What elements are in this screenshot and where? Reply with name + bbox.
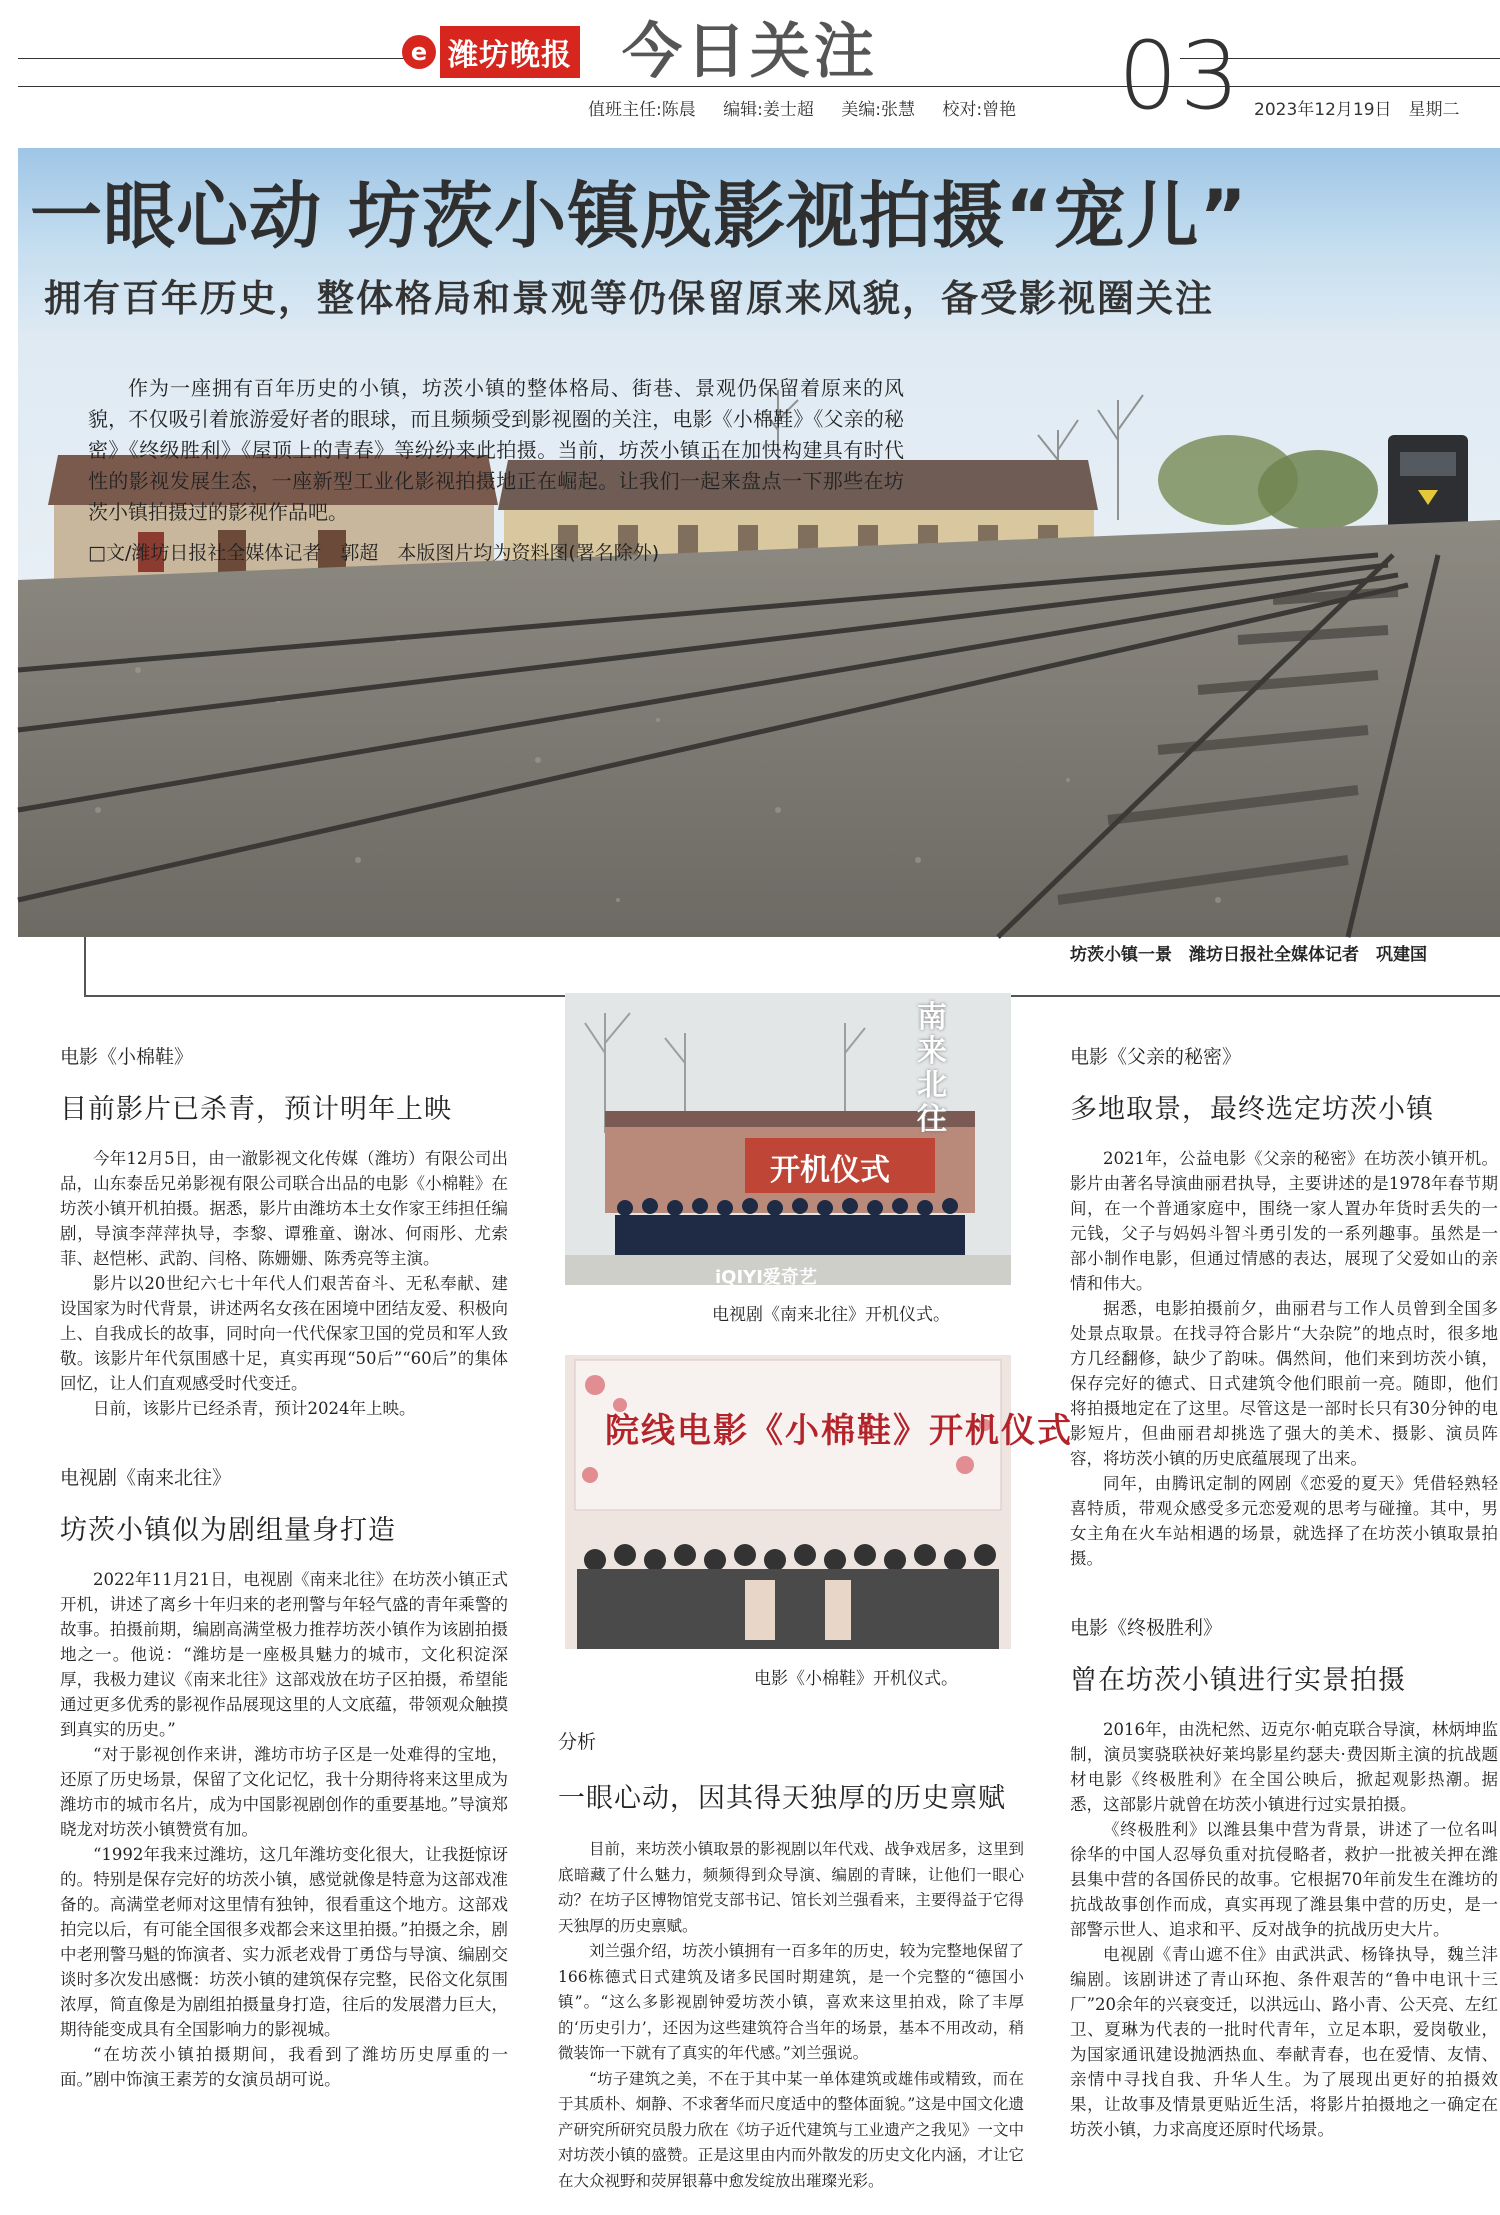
page-number: 03	[1118, 22, 1242, 131]
byline: □文/潍坊日报社全媒体记者 郭超 本版图片均为资料图(署名除外)	[88, 542, 660, 564]
hero-photo-caption: 坊茨小镇一景 潍坊日报社全媒体记者 巩建国	[1070, 945, 1427, 965]
newspaper-logo	[402, 22, 612, 82]
paragraph: 目前，来坊茨小镇取景的影视剧以年代戏、战争戏居多，这里到底暗藏了什么魅力，频频得到众导演、编剧的青睐，让他们一眼心动？在坊子区博物馆党支部书记、馆长刘兰强看来，主要得益于它得天独厚的历史禀赋。	[558, 1840, 1024, 1935]
ceremony-banner-text: 开机仪式	[770, 1153, 890, 1188]
paragraph: 电视剧《青山遮不住》由武洪武、杨锋执导，魏兰沣编剧。该剧讲述了青山环抱、条件艰苦的“鲁中电讯十三厂”20余年的兴衰变迁，以洪远山、路小青、公天亮、左红卫、夏琳为代表的一批时代青年，立足本职，爱岗敬业，为国家通讯建设抛洒热血、奉献青春，也在爱情、友情、亲情中寻找自我、升华人生。为了展现出更好的拍摄效果，让故事及情景更贴近生活，将影片拍摄地之一确定在坊茨小镇，力求高度还原时代场景。	[1070, 1945, 1498, 2139]
masthead	[0, 0, 1500, 140]
photo-xiaomianxie-ceremony	[565, 1355, 1073, 1649]
credit-proofreader: 校对:曾艳	[942, 100, 1017, 120]
paragraph: 据悉，电影拍摄前夕，曲丽君与工作人员曾到全国多处景点取景。在找寻符合影片“大杂院”的地点时，很多地方几经翻修，缺少了韵味。偶然间，他们来到坊茨小镇，保存完好的德式、日式建筑令他们眼前一亮。随即，他们将拍摄地定在了这里。尽管这是一部时长只有30分钟的电影短片，但曲丽君却挑选了强大的美术、摄影、演员阵容，将坊茨小镇的历史底蕴展现了出来。	[1070, 1299, 1498, 1468]
logo-mark-icon: e	[402, 35, 436, 69]
story-body-fuqin	[1070, 1146, 1498, 1571]
story-subhead-zhongji: 曾在坊茨小镇进行实景拍摄	[1070, 1665, 1406, 1696]
story-subhead-nanlaibeiwang: 坊茨小镇似为剧组量身打造	[60, 1515, 396, 1546]
photo-caption-nanlaibeiwang: 电视剧《南来北往》开机仪式。	[712, 1305, 950, 1325]
lead-paragraph	[88, 373, 904, 528]
story-kicker-analysis: 分析	[558, 1731, 597, 1753]
credit-duty-director: 值班主任:陈晨	[588, 100, 696, 120]
story-body-xiaomianxie	[60, 1146, 508, 1421]
story-subhead-fuqin: 多地取景，最终选定坊茨小镇	[1070, 1094, 1434, 1125]
paragraph: “坊子建筑之美，不在于其中某一单体建筑或雄伟或精致，而在于其质朴、炯静、不求奢华而尺度适中的整体面貌。”这是中国文化遗产研究所研究员殷力欣在《坊子近代建筑与工业遗产之我见》一文中对坊茨小镇的盛赞。正是这里由内而外散发的历史文化内涵，才让它在大众视野和荧屏银幕中愈发绽放出璀璨光彩。	[558, 2069, 1024, 2190]
credit-art-editor: 美编:张慧	[841, 100, 916, 120]
story-kicker-nanlaibeiwang: 电视剧《南来北往》	[60, 1467, 232, 1489]
paragraph: 2016年，由洗杞然、迈克尔·帕克联合导演，林炳坤监制，演员窦骁联袂好莱坞影星约瑟夫·费因斯主演的抗战题材电影《终极胜利》在全国公映后，掀起观影热潮。据悉，这部影片就曾在坊茨小镇进行过实景拍摄。	[1070, 1720, 1498, 1814]
paragraph: “对于影视创作来讲，潍坊市坊子区是一处难得的宝地，还原了历史场景，保留了文化记忆，我十分期待将来这里成为潍坊市的城市名片，成为中国影视剧创作的重要基地。”导演郑晓龙对坊茨小镇赞赏有加。	[60, 1745, 508, 1839]
main-headline: 一眼心动 坊茨小镇成影视拍摄“宠儿”	[30, 174, 1248, 258]
paragraph: 刘兰强介绍，坊茨小镇拥有一百多年的历史，较为完整地保留了166栋德式日式建筑及诸多民国时期建筑，是一个完整的“德国小镇”。“这么多影视剧钟爱坊茨小镇，喜欢来这里拍戏，除了丰厚的‘历史引力’，还因为这些建筑符合当年的场景，基本不用改动，稍微装饰一下就有了真实的年代感。”刘兰强说。	[558, 1942, 1024, 2062]
section-title: 今日关注	[622, 17, 878, 87]
story-kicker-xiaomianxie: 电影《小棉鞋》	[60, 1046, 194, 1068]
ceremony-photo-illustration	[565, 1355, 1011, 1649]
left-column	[60, 1042, 508, 2092]
issue-date: 2023年12月19日 星期二	[1254, 100, 1460, 120]
paragraph: 2022年11月21日，电视剧《南来北往》在坊茨小镇正式开机，讲述了离乡十年归来的老刑警与年轻气盛的青年乘警的故事。拍摄前期，编剧高满堂极力推荐坊茨小镇作为该剧拍摄地之一。他说：“潍坊是一座极具魅力的城市，文化积淀深厚，我极力建议《南来北往》这部戏放在坊子区拍摄，希望能通过更多优秀的影视作品展现这里的人文底蕴，带领观众触摸到真实的历史。”	[60, 1570, 508, 1739]
photo-caption-xiaomianxie: 电影《小棉鞋》开机仪式。	[754, 1669, 958, 1689]
paragraph: “1992年我来过潍坊，这几年潍坊变化很大，让我挺惊讶的。特别是保存完好的坊茨小镇，感觉就像是特意为这部戏准备的。高满堂老师对这里情有独钟，很看重这个地方。这部戏拍完以后，有可能全国很多戏都会来这里拍摄。”拍摄之余，剧中老刑警马魁的饰演者、实力派老戏骨丁勇岱与导演、编剧交谈时多次发出感慨：坊茨小镇的建筑保存完整，民俗文化氛围浓厚，简直像是为剧组拍摄量身打造，往后的发展潜力巨大，期待能变成具有全国影响力的影视城。	[60, 1845, 508, 2039]
editor-credits	[588, 95, 1038, 120]
masthead-rule-left	[18, 58, 404, 59]
story-body-analysis	[558, 1837, 1024, 2194]
photo-nanlaibeiwang-ceremony	[565, 993, 1011, 1288]
logo-text: 潍坊晚报	[440, 26, 580, 78]
paragraph: 日前，该影片已经杀青，预计2024年上映。	[93, 1399, 416, 1418]
story-body-zhongji	[1070, 1717, 1498, 2142]
paragraph: 影片以20世纪六七十年代人们艰苦奋斗、无私奉献、建设国家为时代背景，讲述两名女孩在困境中团结友爱、积极向上、自我成长的故事，同时向一代代保家卫国的党员和军人致敬。该影片年代氛围感十足，真实再现“50后”“60后”的集体回忆，让人们直观感受时代变迁。	[60, 1274, 508, 1393]
right-column	[1070, 1042, 1498, 2142]
sub-headline: 拥有百年历史，整体格局和景观等仍保留原来风貌，备受影视圈关注	[44, 276, 1214, 320]
middle-column	[558, 1727, 1024, 2194]
lead-text: 作为一座拥有百年历史的小镇，坊茨小镇的整体格局、街巷、景观仍保留着原来的风貌，不仅吸引着旅游爱好者的眼球，而且频频受到影视圈的关注，电影《小棉鞋》《父亲的秘密》《终级胜利》《屋顶上的青春》等纷纷来此拍摄。当前，坊茨小镇正在加快构建具有时代性的影视发展生态，一座新型工业化影视拍摄地正在崛起。让我们一起来盘点一下那些在坊茨小镇拍摄过的影视作品吧。	[88, 376, 904, 524]
ceremony-banner-text: 院线电影《小棉鞋》开机仪式	[605, 1411, 1073, 1451]
paragraph: “在坊茨小镇拍摄期间，我看到了潍坊历史厚重的一面。”剧中饰演王素芳的女演员胡可说。	[60, 2045, 508, 2089]
drama-title-vertical: 南来北往	[917, 1000, 947, 1137]
sponsor-logo: iQIYI爱奇艺	[715, 1267, 817, 1288]
story-body-nanlaibeiwang	[60, 1567, 508, 2092]
paragraph: 今年12月5日，由一澈影视文化传媒（潍坊）有限公司出品，山东泰岳兄弟影视有限公司联合出品的电影《小棉鞋》在坊茨小镇开机拍摄。据悉，影片由潍坊本土女作家王纬担任编剧，导演李萍萍执导，李黎、谭雅童、谢冰、何雨彤、尤索菲、赵恺彬、武韵、闫格、陈姗姗、陈秀亮等主演。	[60, 1149, 508, 1268]
paragraph: 2021年，公益电影《父亲的秘密》在坊茨小镇开机。影片由著名导演曲丽君执导，主要讲述的是1978年春节期间，在一个普通家庭中，围绕一家人置办年货时丢失的一元钱，父子与妈妈斗智斗勇引发的一系列趣事。虽然是一部小制作电影，但通过情感的表达，展现了父爱如山的亲情和伟大。	[1070, 1149, 1498, 1293]
paragraph: 同年，由腾讯定制的网剧《恋爱的夏天》凭借轻熟轻喜特质，带观众感受多元恋爱观的思考与碰撞。其中，男女主角在火车站相遇的场景，就选择了在坊茨小镇取景拍摄。	[1070, 1474, 1498, 1568]
paragraph: 《终极胜利》以潍县集中营为背景，讲述了一位名叫徐华的中国人忍辱负重对抗侵略者，救护一批被关押在潍县集中营的各国侨民的故事。它根据70年前发生在潍坊的抗战故事创作而成，真实再现了潍县集中营的历史，是一部警示世人、追求和平、反对战争的抗战历史大片。	[1070, 1820, 1498, 1939]
story-kicker-fuqin: 电影《父亲的秘密》	[1070, 1046, 1242, 1068]
story-subhead-analysis: 一眼心动，因其得天独厚的历史禀赋	[558, 1783, 1006, 1814]
story-subhead-xiaomianxie: 目前影片已杀青，预计明年上映	[60, 1094, 452, 1125]
credit-editor: 编辑:姜士超	[723, 100, 814, 120]
story-kicker-zhongji: 电影《终极胜利》	[1070, 1617, 1223, 1639]
